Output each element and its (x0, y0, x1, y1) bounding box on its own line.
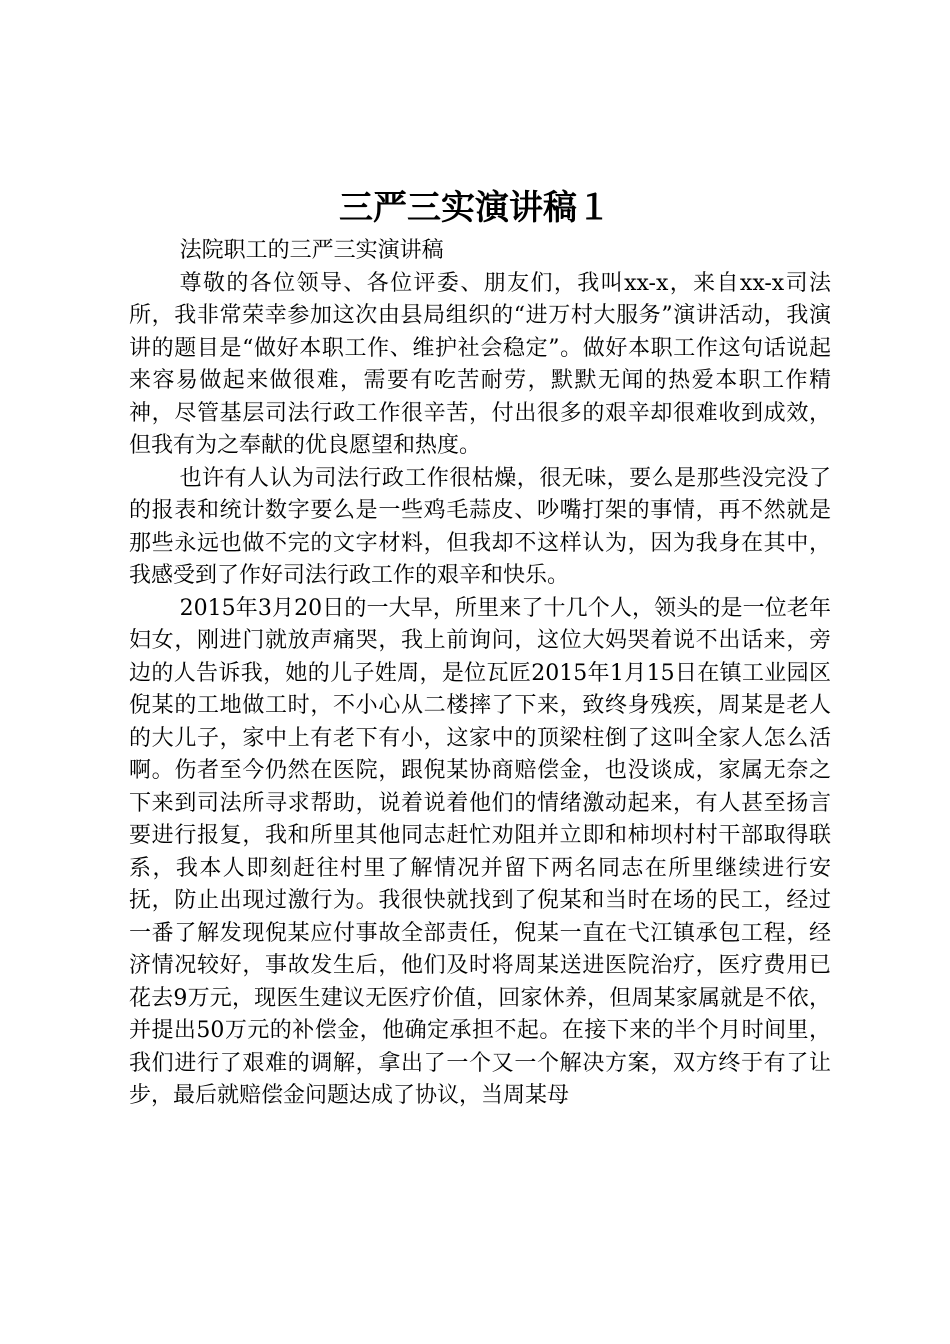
document-subtitle: 法院职工的三严三实演讲稿 (179, 238, 444, 263)
document-title: 三严三实演讲稿１ (339, 188, 611, 228)
paragraph: 尊敬的各位领导、各位评委、朋友们，我叫xx-x，来自xx-x司法所，我非常荣幸参加这次由县局组织的“进万村大服务”演讲活动，我演讲的题目是“做好本职工作、维护社会稳定”。做好本职工作这句话说起来容易做起来做很难，需要有吃苦耐劳，默默无闻的热爱本职工作精神，尽管基层司法行政工作很辛苦，付出很多的艰辛却很难收到成效，但我有为之奉献的优良愿望和热度。 (129, 270, 831, 458)
paragraph: 也许有人认为司法行政工作很枯燥，很无味，要么是那些没完没了的报表和统计数字要么是一些鸡毛蒜皮、吵嘴打架的事情，再不然就是那些永远也做不完的文字材料，但我却不这样认为，因为我身在其中，我感受到了作好司法行政工作的艰辛和快乐。 (129, 465, 831, 588)
paragraph: 2015年3月20日的一大早，所里来了十几个人，领头的是一位老年妇女，刚进门就放声痛哭，我上前询问，这位大妈哭着说不出话来，旁边的人告诉我，她的儿子姓周，是位瓦匠2015年1月15日在镇工业园区倪某的工地做工时，不小心从二楼摔了下来，致终身残疾，周某是老人的大儿子，家中上有老下有小，这家中的顶梁柱倒了这叫全家人怎么活啊。伤者至今仍然在医院，跟倪某协商赔偿金，也没谈成，家属无奈之下来到司法所寻求帮助，说着说着他们的情绪激动起来，有人甚至扬言要进行报复，我和所里其他同志赶忙劝阻并立即和柿坝村村干部取得联系，我本人即刻赶往村里了解情况并留下两名同志在所里继续进行安抚，防止出现过激行为。我很快就找到了倪某和当时在场的民工，经过一番了解发现倪某应付事故全部责任，倪某一直在弋江镇承包工程，经济情况较好，事故发生后，他们及时将周某送进医院治疗，医疗费用已花去9万元，现医生建议无医疗价值，回家休养，但周某家属就是不依，并提出50万元的补偿金，他确定承担不起。在接下来的半个月时间里，我们进行了艰难的调解，拿出了一个又一个解决方案，双方终于有了让步，最后就赔偿金问题达成了协议，当周某母 (129, 595, 831, 1108)
document-body (129, 235, 831, 1113)
